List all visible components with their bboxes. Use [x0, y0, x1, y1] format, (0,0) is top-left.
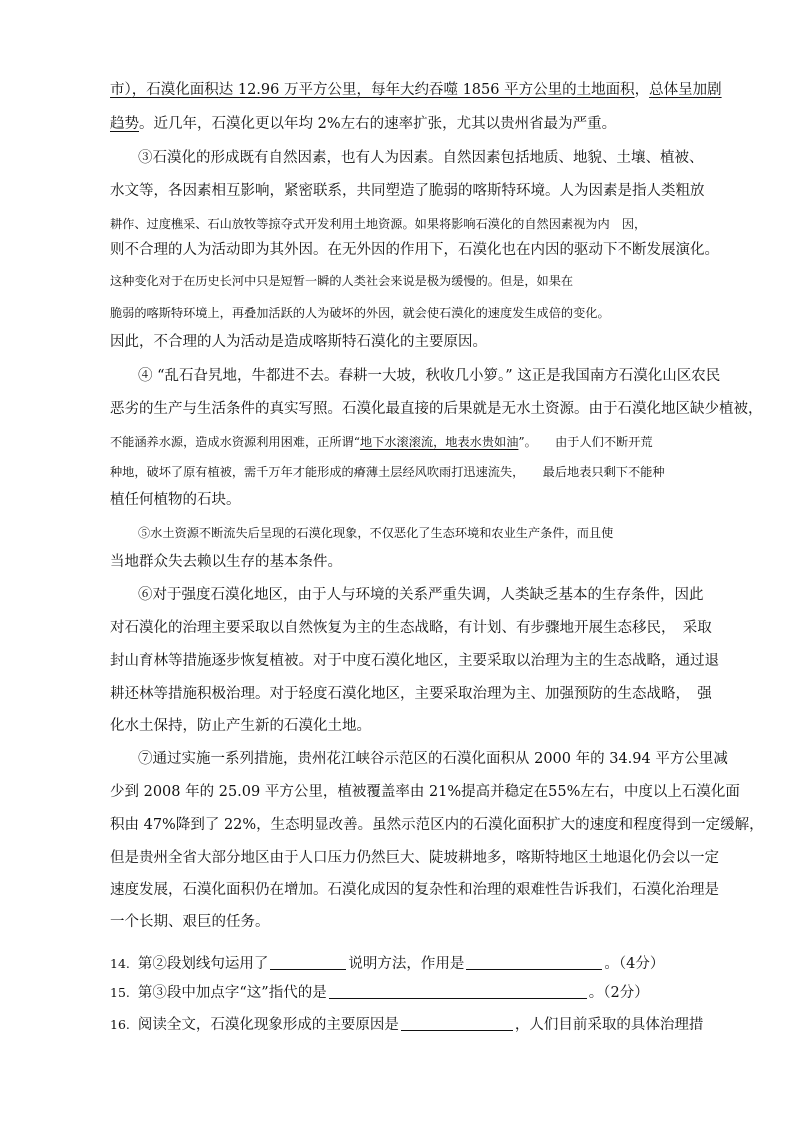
para4-line3: [110, 432, 653, 452]
question-score: 。（4分）: [604, 956, 665, 972]
para7-line6: 一个长期、艰巨的任务。: [110, 914, 270, 930]
question-text: 阅读全文，石漠化现象形成的主要原因是: [137, 1017, 399, 1033]
underlined-phrase: 总体呈加剧: [649, 82, 722, 98]
question-text: ，人们目前采取的具体治理措: [514, 1017, 704, 1033]
para6-line5: 化水土保持，防止产生新的石漠化土地。: [110, 718, 371, 734]
para5-line1: ⑤水土资源不断流失后呈现的石漠化现象，不仅恶化了生态环境和农业生产条件，而且使: [138, 526, 614, 540]
para3-line2: 水文等，各因素相互影响，紧密联系，共同塑造了脆弱的喀斯特环境。人为因素是指人类粗放: [110, 183, 705, 199]
para1-line2: [110, 114, 616, 134]
para7-line2: 少到 2008 年的 25.09 平方公里，植被覆盖率由 21%提高并稳定在55%左右，中度以上石漠化面: [110, 784, 740, 800]
para4-line1: ④ “乱石旮旯地，牛都进不去。春耕一大坡，秋收几小箩。” 这正是我国南方石漠化山区农民: [138, 368, 721, 384]
para5-line2: 当地群众失去赖以生存的基本条件。: [110, 554, 342, 570]
para7-line5: 速度发展，石漠化面积仍在增加。石漠化成因的复杂性和治理的艰难性告诉我们，石漠化治理是: [110, 882, 719, 898]
answer-blank[interactable]: [329, 984, 587, 999]
question-14: [110, 954, 664, 974]
para1-line1: [110, 80, 722, 100]
para7-line3: 积由 47%降到了 22%，生态明显改善。虽然示范区内的石漠化面积扩大的速度和程度得到一定缓解，: [110, 817, 764, 833]
para4-line2: 恶劣的生产与生活条件的真实写照。石漠化最直接的后果就是无水土资源。由于石漠化地区缺少植被，: [110, 401, 763, 417]
question-score: 。（2分）: [588, 985, 649, 1001]
para7-line4: 但是贵州全省大部分地区由于人口压力仍然巨大、陡坡耕地多，喀斯特地区土地退化仍会以一定: [110, 850, 719, 866]
question-text: 第③段中加点字“这”指代的是: [137, 985, 327, 1001]
question-16: [110, 1015, 703, 1035]
para3-line5: 这种变化对于在历史长河中只是短暂一瞬的人类社会来说是极为缓慢的。但是，如果在: [110, 274, 574, 288]
para6-line3: 封山育林等措施逐步恢复植被。对于中度石漠化地区，主要采取以治理为主的生态战略，通过退: [110, 653, 719, 669]
para4-text-c: ”。 由于人们不断开荒: [518, 435, 653, 449]
comma: ，: [634, 82, 650, 98]
para3-line3: 耕作、过度樵采、石山放牧等掠夺式开发利用土地资源。如果将影响石漠化的自然因素视为内 因，: [110, 217, 647, 231]
question-number: 16.: [110, 1017, 130, 1032]
underlined-sentence: ，石漠化面积达 12.96 万平方公里，每年大约吞噬 1856 平方公里的土地面积: [131, 82, 635, 98]
underlined-text: 市）: [110, 82, 132, 98]
para6-line1: ⑥对于强度石漠化地区，由于人与环境的关系严重失调，人类缺乏基本的生存条件，因此: [138, 587, 704, 603]
para3-line6: 脆弱的喀斯特环境上，再叠加活跃的人为破坏的外因，就会使石漠化的速度发生成倍的变化。: [110, 306, 610, 320]
answer-blank[interactable]: [466, 955, 602, 970]
question-text: 说明方法，作用是: [348, 956, 465, 972]
para3-line1: ③石漠化的形成既有自然因素，也有人为因素。自然因素包括地质、地貌、土壤、植被、: [138, 150, 704, 166]
para3-line4: 则不合理的人为活动即为其外因。在无外因的作用下，石漠化也在内因的驱动下不断发展演化。: [110, 242, 719, 258]
question-number: 14.: [110, 956, 130, 971]
para3-line7: 因此，不合理的人为活动是造成喀斯特石漠化的主要原因。: [110, 334, 487, 350]
answer-blank[interactable]: [401, 1016, 513, 1031]
para4-text-a: 不能涵养水源，造成水资源利用困难，正所谓“: [110, 435, 360, 449]
answer-blank[interactable]: [270, 955, 346, 970]
para4-line4: 种地，破坏了原有植被，需千万年才能形成的瘠薄土层经风吹雨打迅速流失， 最后地表只剩下不能种: [110, 465, 665, 479]
question-text: 第②段划线句运用了: [137, 956, 269, 972]
para6-line2: 对石漠化的治理主要采取以自然恢复为主的生态战略，有计划、有步骤地开展生态移民， 采取: [110, 620, 712, 636]
underlined-phrase-end: 趋势: [110, 116, 139, 132]
underlined-quote: 地下水滚滚流，地表水贵如油: [359, 435, 519, 449]
question-number: 15.: [110, 985, 130, 1000]
para1-text: 。近几年，石漠化更以年均 2%左右的速率扩张，尤其以贵州省最为严重。: [139, 116, 617, 132]
para4-line5: 植任何植物的石块。: [110, 492, 241, 508]
para6-line4: 耕还林等措施积极治理。对于轻度石漠化地区，主要采取治理为主、加强预防的生态战略， 强: [110, 686, 712, 702]
question-15: [110, 983, 649, 1003]
para7-line1: ⑦通过实施一系列措施，贵州花江峡谷示范区的石漠化面积从 2000 年的 34.94 平方公里减: [138, 751, 728, 767]
